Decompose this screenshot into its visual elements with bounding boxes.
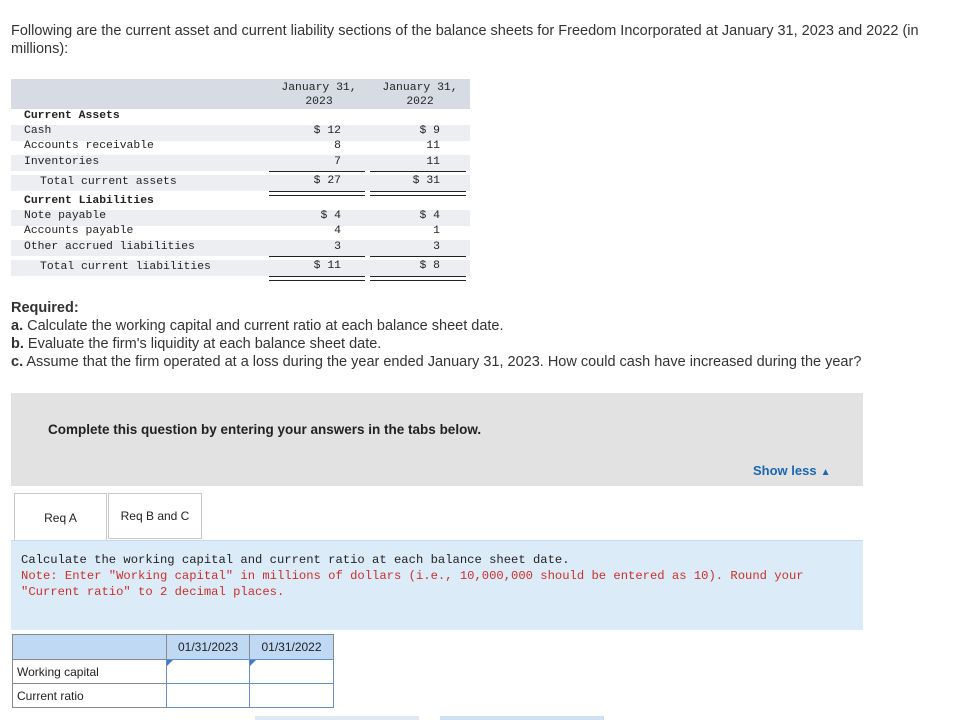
- instruction-text: Complete this question by entering your answers in the tabs below.: [48, 422, 482, 437]
- working-capital-2022-cell: [249, 659, 334, 684]
- instruction-panel: [11, 393, 863, 486]
- oal-label: Other accrued liabilities: [24, 241, 195, 253]
- subtotal-rule: [370, 256, 466, 257]
- required-item-c: [11, 353, 946, 371]
- current-ratio-2023-cell: [166, 683, 250, 708]
- inv-2022: 11: [426, 156, 440, 168]
- subtotal-rule: [370, 171, 466, 172]
- tab-note: Note: Enter "Working capital" in millions of dollars (i.e., 10,000,000 should be entered as 10). Round your "Current ratio" to 2 decimal places.: [21, 569, 804, 599]
- ap-2023: 4: [334, 225, 341, 237]
- tca-2023: $ 27: [313, 175, 341, 187]
- np-2022: $ 4: [419, 210, 440, 222]
- working-capital-label: Working capital: [12, 659, 167, 684]
- total-double-rule: [269, 191, 365, 196]
- oal-2022: 3: [433, 241, 440, 253]
- total-double-rule: [370, 191, 466, 196]
- ap-label: Accounts payable: [24, 225, 134, 237]
- required-item-b-letter: b.: [11, 336, 24, 352]
- total-double-rule: [269, 276, 365, 281]
- problem-intro: Following are the current asset and current liability sections of the balance sheets for Freedom Incorporated at January 31, 2023 and 2022 (in millions):: [11, 23, 919, 57]
- grid-corner-cell: [12, 634, 167, 660]
- working-capital-2022-input[interactable]: [250, 660, 333, 683]
- current-assets-heading: Current Assets: [24, 110, 120, 122]
- ar-2023: 8: [334, 140, 341, 152]
- col-header-2022: [374, 81, 466, 109]
- next-button[interactable]: [440, 716, 604, 720]
- col-header-2023-line2: 2023: [305, 96, 333, 108]
- working-capital-2023-input[interactable]: [167, 660, 249, 683]
- tca-2022: $ 31: [412, 175, 440, 187]
- required-item-b-text: Evaluate the firm's liquidity at each balance sheet date.: [23, 336, 382, 352]
- total-double-rule: [370, 276, 466, 281]
- tab-content-box: [11, 540, 863, 630]
- col-header-2022-line2: 2022: [406, 96, 434, 108]
- tab-instruction: Calculate the working capital and current ratio at each balance sheet date.: [21, 553, 570, 567]
- prev-button[interactable]: [255, 716, 419, 720]
- tab-req-b-and-c[interactable]: Req B and C: [108, 493, 202, 539]
- grid-col-header-2023: 01/31/2023: [166, 634, 250, 660]
- current-ratio-label: Current ratio: [12, 683, 167, 708]
- tab-req-a[interactable]: Req A: [14, 493, 107, 542]
- required-item-a-text: Calculate the working capital and current ratio at each balance sheet date.: [23, 318, 504, 334]
- np-label: Note payable: [24, 210, 107, 222]
- required-item-a: [11, 317, 946, 335]
- required-item-b: [11, 335, 946, 353]
- tcl-2023: $ 11: [313, 260, 341, 272]
- col-header-2023: [273, 81, 365, 109]
- tca-label: Total current assets: [40, 176, 177, 188]
- ap-2022: 1: [433, 225, 440, 237]
- tcl-label: Total current liabilities: [40, 261, 211, 273]
- np-2023: $ 4: [320, 210, 341, 222]
- ar-2022: 11: [426, 140, 440, 152]
- cash-2023: $ 12: [313, 125, 341, 137]
- col-header-2022-line1: January 31,: [382, 82, 458, 94]
- working-capital-2023-cell: [166, 659, 250, 684]
- inv-label: Inventories: [24, 156, 100, 168]
- col-header-2023-line1: January 31,: [281, 82, 357, 94]
- ar-label: Accounts receivable: [24, 140, 154, 152]
- required-item-c-text: Assume that the firm operated at a loss during the year ended January 31, 2023. How could cash have increased during the year?: [23, 354, 862, 370]
- show-less-label: Show less: [753, 463, 817, 478]
- input-marker-icon: [167, 660, 173, 666]
- current-ratio-2023-input[interactable]: [167, 684, 249, 707]
- cash-2022: $ 9: [419, 125, 440, 137]
- required-item-c-letter: c.: [11, 354, 24, 370]
- triangle-up-icon: ▲: [820, 467, 831, 478]
- grid-col-header-2022: 01/31/2022: [249, 634, 334, 660]
- current-liabilities-heading: Current Liabilities: [24, 195, 154, 207]
- input-marker-icon: [250, 660, 256, 666]
- inv-2023: 7: [334, 156, 341, 168]
- balance-sheet-table: [11, 79, 470, 279]
- subtotal-rule: [269, 256, 365, 257]
- show-less-link[interactable]: [753, 463, 830, 478]
- oal-2023: 3: [334, 241, 341, 253]
- row-stripe: [11, 125, 470, 141]
- current-ratio-2022-input[interactable]: [250, 684, 333, 707]
- tcl-2022: $ 8: [419, 260, 440, 272]
- required-heading: Required:: [11, 300, 79, 316]
- current-ratio-2022-cell: [249, 683, 334, 708]
- required-item-a-letter: a.: [11, 318, 24, 334]
- subtotal-rule: [269, 171, 365, 172]
- cash-label: Cash: [24, 125, 52, 137]
- required-section: [11, 299, 946, 371]
